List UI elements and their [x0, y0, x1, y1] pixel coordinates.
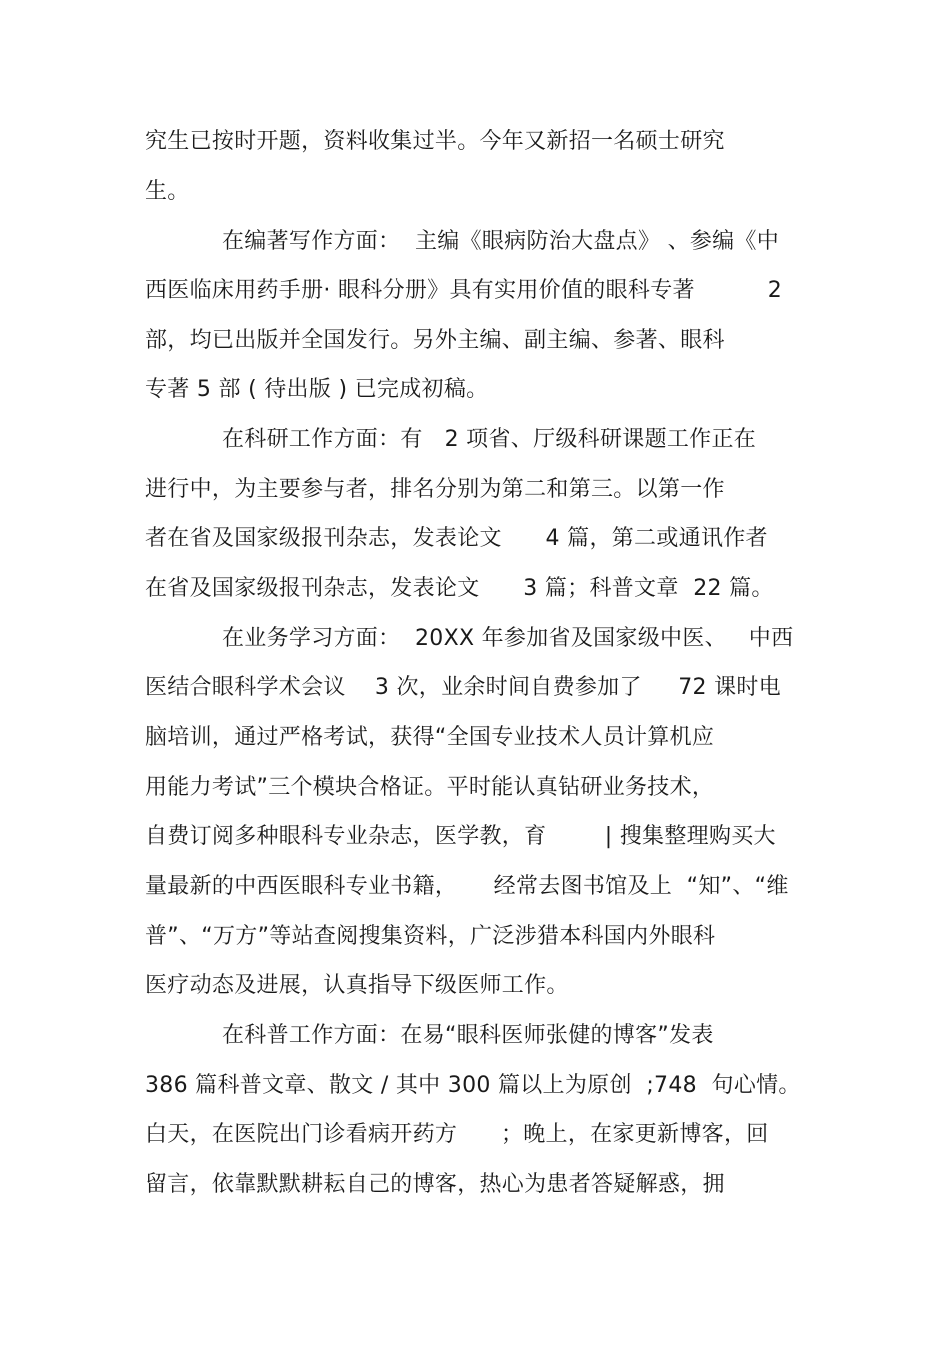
text-line-10: 在省及国家级报刊杂志，发表论文 3 篇；科普文章 22 篇。 — [145, 576, 774, 601]
text-line-15: 自费订阅多种眼科专业杂志，医学教，育 | 搜集整理购买大 — [145, 824, 776, 849]
paragraph-start-outreach: 在科普工作方面：在易“眼科医师张健的博客”发表 — [222, 1023, 714, 1048]
text-line-21: 白天，在医院出门诊看病开药方 ；晚上，在家更新博客，回 — [145, 1122, 769, 1147]
text-line-16: 量最新的中西医眼科专业书籍， 经常去图书馆及上 “知”、“维 — [145, 874, 789, 899]
paragraph-start-research: 在科研工作方面：有 2 项省、厅级科研课题工作正在 — [222, 427, 757, 452]
text-line-22: 留言，依靠默默耕耘自己的博客，热心为患者答疑解惑，拥 — [145, 1172, 725, 1197]
text-line-17: 普”、“万方”等站查阅搜集资料，广泛涉猎本科国内外眼科 — [145, 924, 716, 949]
text-line-14: 用能力考试”三个模块合格证。平时能认真钻研业务技术， — [145, 775, 715, 800]
text-line-9: 者在省及国家级报刊杂志，发表论文 4 篇，第二或通讯作者 — [145, 526, 768, 551]
paragraph-start-writing: 在编著写作方面： 主编《眼病防治大盘点》 、参编《中 — [222, 229, 780, 254]
text-line-20: 386 篇科普文章、散文 / 其中 300 篇以上为原创 ;748 句心情。 — [145, 1073, 801, 1098]
text-line-5: 部，均已出版并全国发行。另外主编、副主编、参著、眼科 — [145, 328, 725, 353]
text-line-1: 究生已按时开题，资料收集过半。今年又新招一名硕士研究 — [145, 129, 725, 154]
text-line-2: 生。 — [145, 179, 190, 204]
text-line-8: 进行中，为主要参与者，排名分别为第二和第三。以第一作 — [145, 477, 725, 502]
text-line-18: 医疗动态及进展，认真指导下级医师工作。 — [145, 973, 569, 998]
text-line-4: 西医临床用药手册· 眼科分册》具有实用价值的眼科专著 2 — [145, 278, 783, 303]
text-line-12: 医结合眼科学术会议 3 次，业余时间自费参加了 72 课时电 — [145, 675, 782, 700]
paragraph-start-study: 在业务学习方面： 20XX 年参加省及国家级中医、 中西 — [222, 626, 794, 651]
text-line-13: 脑培训，通过严格考试，获得“全国专业技术人员计算机应 — [145, 725, 715, 750]
text-line-6: 专著 5 部 ( 待出版 ) 已完成初稿。 — [145, 377, 489, 402]
